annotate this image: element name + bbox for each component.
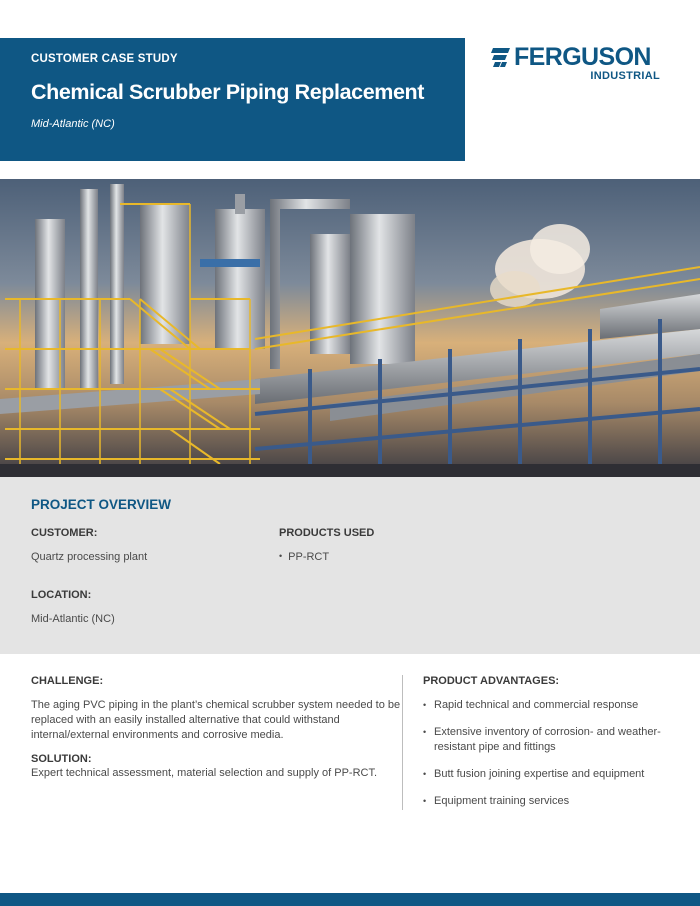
advantage-item: • Butt fusion joining expertise and equipment <box>423 767 684 782</box>
logo-subtitle: INDUSTRIAL <box>590 70 660 82</box>
customer-label: CUSTOMER: <box>31 527 98 539</box>
products-label: PRODUCTS USED <box>279 527 375 539</box>
advantage-item: • Equipment training services <box>423 794 684 809</box>
overview-title: PROJECT OVERVIEW <box>31 497 172 512</box>
ferguson-logo-icon <box>490 46 512 68</box>
project-overview <box>0 477 700 654</box>
logo-name: FERGUSON <box>514 43 651 71</box>
advantage-item: • Rapid technical and commercial response <box>423 698 684 713</box>
challenge-label: CHALLENGE: <box>31 675 104 687</box>
challenge-text: The aging PVC piping in the plant’s chemical scrubber system needed to be replaced with an easily installed alternative that could withstand internal/external environments and corrosive media. <box>31 699 401 741</box>
location-value: Mid-Atlantic (NC) <box>31 613 115 625</box>
page-title: Chemical Scrubber Piping Replacement <box>31 80 425 104</box>
advantage-item: • Extensive inventory of corrosion- and weather-resistant pipe and fittings <box>423 725 684 755</box>
solution-text: Expert technical assessment, material selection and supply of PP-RCT. <box>31 767 378 779</box>
eyebrow-label: CUSTOMER CASE STUDY <box>31 53 178 65</box>
customer-value: Quartz processing plant <box>31 551 148 563</box>
product-item: • PP-RCT <box>279 551 329 563</box>
location-label: LOCATION: <box>31 589 92 601</box>
advantages-label: PRODUCT ADVANTAGES: <box>423 675 560 687</box>
chemical-plant-photo <box>0 179 700 477</box>
hero-image <box>0 179 700 477</box>
header-band <box>0 38 465 161</box>
column-divider <box>402 675 403 810</box>
page-subtitle: Mid-Atlantic (NC) <box>31 118 115 130</box>
footer-band <box>0 893 700 906</box>
ferguson-logo <box>490 44 662 84</box>
solution-label: SOLUTION: <box>31 753 92 765</box>
